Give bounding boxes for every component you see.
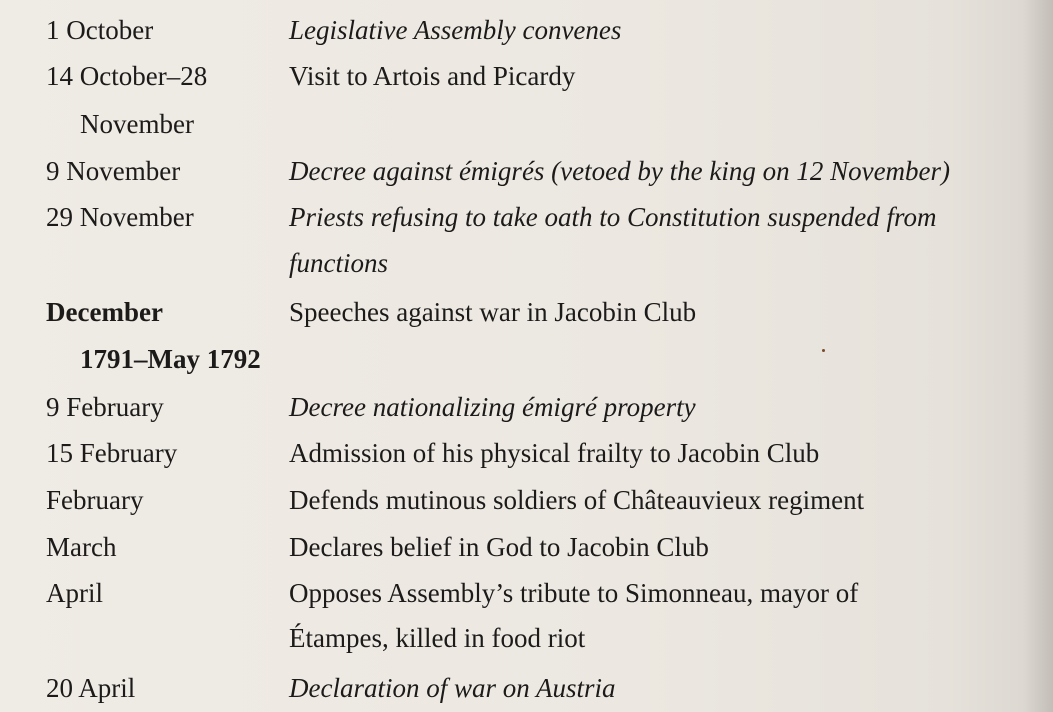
row-event-continued: Étampes, killed in food riot — [289, 623, 586, 653]
row-event: Admission of his physical frailty to Jacobin Club — [289, 438, 820, 468]
row-date: 15 February — [46, 438, 178, 468]
row-date: 29 November — [46, 202, 194, 232]
row-event: Decree against émigrés (vetoed by the king on 12 November) — [289, 156, 951, 186]
row-date: April — [46, 578, 103, 608]
page-edge-shadow — [1023, 0, 1053, 712]
row-date: 9 February — [46, 392, 164, 422]
row-date: 20 April — [46, 673, 136, 703]
row-event: Opposes Assembly’s tribute to Simonneau, mayor of — [289, 578, 859, 608]
row-date-continued: 1791–May 1792 — [80, 344, 261, 374]
row-event: Decree nationalizing émigré property — [289, 392, 696, 422]
row-date: March — [46, 532, 117, 562]
row-event: Visit to Artois and Picardy — [289, 61, 576, 91]
row-date: 14 October–28 — [46, 61, 208, 91]
row-event: Speeches against war in Jacobin Club — [289, 297, 697, 327]
row-date: December — [46, 297, 163, 327]
row-event: Declares belief in God to Jacobin Club — [289, 532, 709, 562]
row-event: Defends mutinous soldiers of Châteauvieux regiment — [289, 485, 865, 515]
row-date: 1 October — [46, 15, 154, 45]
row-date: February — [46, 485, 144, 515]
row-event-continued: functions — [289, 248, 388, 278]
row-date: 9 November — [46, 156, 181, 186]
row-event: Legislative Assembly convenes — [289, 15, 622, 45]
ink-speck — [822, 349, 825, 352]
row-date-continued: November — [80, 109, 194, 139]
row-event: Declaration of war on Austria — [289, 673, 616, 703]
row-event: Priests refusing to take oath to Constitution suspended from — [289, 202, 937, 232]
